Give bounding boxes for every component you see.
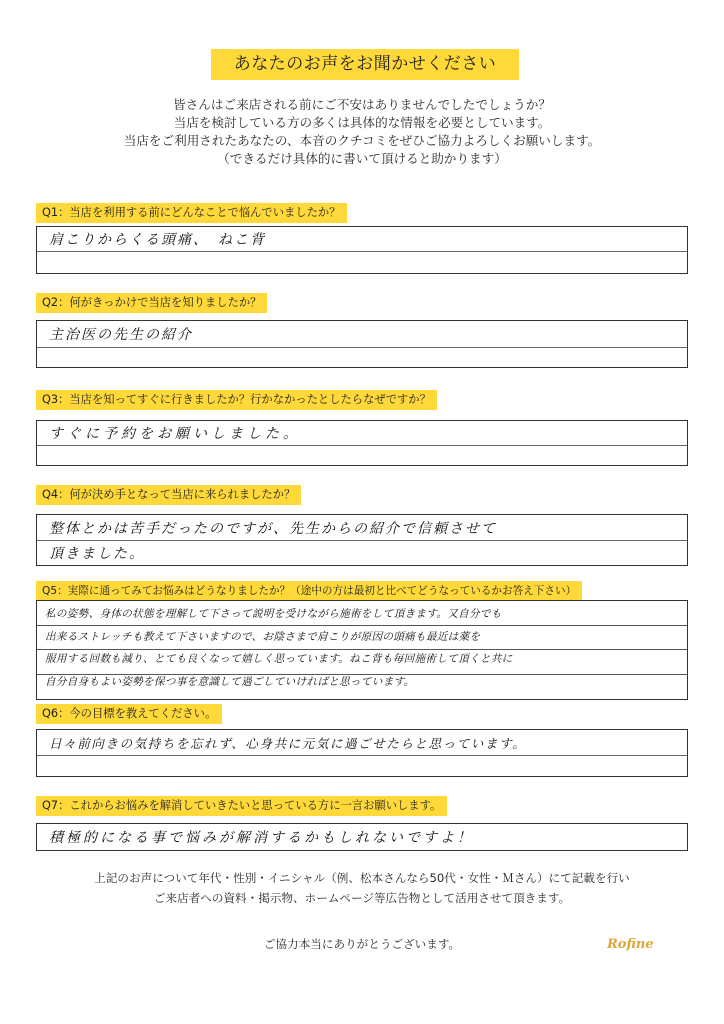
- answer-text: すぐに予約をお願いしました。: [49, 426, 301, 442]
- question-label-q7: Q7：これからお悩みを解消していきたいと思っている方に一言お願いします。: [36, 796, 447, 816]
- intro-line: （できるだけ具体的に書いて頂けると助かります）: [217, 151, 507, 166]
- answer-line: 自分自身もよい姿勢を保つ事を意識して過ごしていければと思っています。: [45, 675, 415, 688]
- answer-box-q4: [36, 514, 688, 566]
- answer-box-q3: [36, 420, 688, 466]
- answer-text: [45, 603, 685, 693]
- notice-line: ご来店者への資料・掲示物、ホームページ等広告物として活用させて頂きます。: [153, 891, 571, 905]
- answer-box-q1: [36, 226, 688, 274]
- answer-row: [37, 251, 687, 273]
- answer-row: [37, 227, 687, 251]
- answer-text: 整体とかは苦手だったのですが、先生からの紹介で信頼させて: [49, 520, 497, 537]
- answer-text: 日々前向きの気持ちを忘れず、心身共に元気に過ごせたらと思っています。: [49, 736, 527, 751]
- answer-line: 私の姿勢、身体の状態を理解して下さって説明を受けながら施術をして頂きます。又自分でも: [45, 608, 502, 620]
- question-label-q6: Q6：今の目標を教えてください。: [36, 704, 222, 724]
- answer-row: [37, 321, 687, 347]
- question-label-q4: Q4：何が決め手となって当店に来られましたか？: [36, 485, 301, 505]
- answer-box-q2: [36, 320, 688, 368]
- question-label-q1: Q1：当店を利用する前にどんなことで悩んでいましたか？: [36, 203, 347, 223]
- answer-line: 出来るストレッチも教えて下さいますので、お陰さまで肩こりが原因の頭痛も最近は薬を: [45, 630, 481, 643]
- notice-line: 上記のお声について年代・性別・イニシャル（例、松本さんなら50代・女性・Ｍさん）にて記載を行い: [94, 871, 630, 885]
- intro-line: 当店を検討している方の多くは具体的な情報を必要としています。: [173, 115, 551, 130]
- usage-notice: [60, 868, 664, 908]
- answer-box-q7: [36, 823, 688, 851]
- answer-row: [37, 445, 687, 465]
- answer-row: [37, 730, 687, 755]
- intro-line: 当店をご利用されたあなたの、本音のクチコミをぜひご協力よろしくお願いします。: [123, 133, 601, 148]
- answer-row: [37, 755, 687, 776]
- answer-text: 積極的になる事で悩みが解消するかもしれないですよ！: [49, 830, 474, 846]
- intro-line: 皆さんはご来店される前にご不安はありませんでしたでしょうか？: [173, 97, 551, 112]
- thanks-text: ご協力本当にありがとうございます。: [263, 937, 461, 951]
- answer-line: 服用する回数も減り、とても良くなって嬉しく思っています。ねこ背も毎回施術して頂くと共に: [45, 653, 513, 665]
- answer-row: [37, 515, 687, 540]
- answer-text: 肩こりからくる頭痛、 ねこ背: [49, 232, 266, 248]
- intro-text: [60, 96, 664, 168]
- answer-row: [37, 824, 687, 850]
- answer-text: 頂きました。: [49, 546, 145, 562]
- answer-text: 主治医の先生の紹介: [49, 327, 193, 343]
- answer-row: [37, 421, 687, 445]
- question-label-q5: Q5：実際に通ってみてお悩みはどうなりましたか？（途中の方は最初と比べてどうなっているかお答え下さい）: [36, 581, 582, 601]
- page-title: あなたのお声をお聞かせください: [211, 49, 519, 80]
- question-label-q3: Q3：当店を知ってすぐに行きましたか？行かなかったとしたらなぜですか？: [36, 390, 437, 410]
- question-label-q2: Q2：何がきっかけで当店を知りましたか？: [36, 293, 267, 313]
- answer-row: [37, 540, 687, 565]
- answer-row: [37, 347, 687, 367]
- answer-box-q5: [36, 600, 688, 700]
- answer-box-q6: [36, 729, 688, 777]
- brand-logo: Rofine: [607, 937, 654, 952]
